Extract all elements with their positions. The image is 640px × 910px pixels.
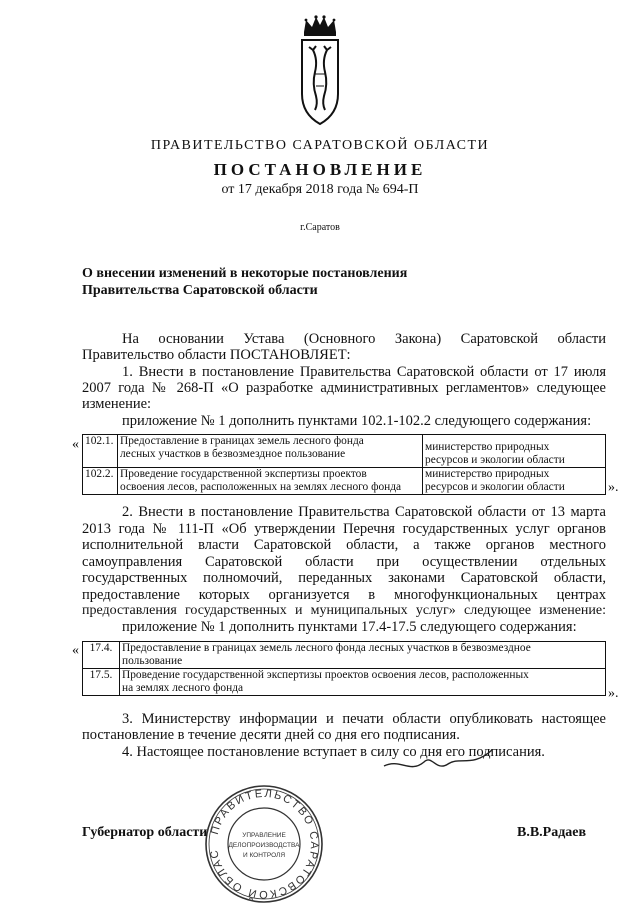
paragraph-1-line-2: 2007 года № 268-П «О разработке административных регламентов» следующее [82, 380, 606, 396]
table-row [83, 435, 606, 468]
paragraph-2-line-6: предоставление которых организуется в многофункциональных центрах [82, 587, 606, 603]
preamble-line-1: На основании Устава (Основного Закона) Саратовской области [122, 331, 606, 347]
paragraph-2-line-3: исполнительной власти Саратовской области, а также органов местного [82, 537, 606, 553]
table-cell-text: освоения лесов, расположенных на землях лесного фонда [120, 481, 402, 493]
document-title: ПОСТАНОВЛЕНИЕ [213, 160, 427, 179]
paragraph-2-line-4: самоуправления Саратовской области при осуществлении отдельных [82, 554, 606, 570]
table-cell-num: 102.2. [83, 468, 118, 495]
table-cell-num: 17.5. [83, 669, 120, 696]
table-cell-service [118, 468, 423, 495]
table-cell-text: Предоставление в границах земель лесного фонда лесных участков в безвозмездное [122, 642, 531, 654]
paragraph-1-line-3: изменение: [82, 396, 152, 412]
table-cell-service [118, 435, 423, 468]
table-row [83, 642, 606, 669]
table-2-close-quote: ». [608, 686, 619, 701]
paragraph-3-line-1: 3. Министерству информации и печати области опубликовать настоящее [122, 711, 606, 727]
date-number: от 17 декабря 2018 года № 694-П [221, 182, 419, 197]
official-seal [203, 783, 325, 910]
table-row [83, 468, 606, 495]
government-name: ПРАВИТЕЛЬСТВО САРАТОВСКОЙ ОБЛАСТИ [150, 138, 490, 153]
table-cell-org [423, 468, 606, 495]
table-cell-text: пользование [122, 655, 183, 667]
table-cell-text: на землях лесного фонда [122, 682, 244, 694]
paragraph-4-line-1: 4. Настоящее постановление вступает в силу со дня его подписания. [122, 744, 545, 760]
table-cell-num: 17.4. [83, 642, 120, 669]
paragraph-2-line-8: приложение № 1 дополнить пунктами 17.4-17.5 следующего содержания: [122, 619, 577, 635]
handwritten-signature [380, 738, 500, 783]
table-cell-service [120, 642, 606, 669]
table-cell-service [120, 669, 606, 696]
seal-ring-text: ПРАВИТЕЛЬСТВО САРАТОВСКОЙ ОБЛАС [208, 787, 321, 901]
preamble-line-2: Правительство области ПОСТАНОВЛЯЕТ: [82, 347, 351, 363]
table-cell-text: Предоставление в границах земель лесного фонда [120, 435, 364, 447]
city: г.Саратов [300, 222, 340, 233]
table-cell-text: лесных участков в безвозмездное пользование [120, 448, 346, 460]
paragraph-1-line-1: 1. Внести в постановление Правительства Саратовской области от 17 июля [122, 364, 606, 380]
paragraph-2-line-7: предоставления государственных и муниципальных услуг» следующее изменение: [82, 603, 606, 618]
table-cell-num: 102.1. [83, 435, 118, 468]
paragraph-2-line-5: государственных полномочий, переданных законами Саратовской области, [82, 570, 606, 586]
table-cell-text: ресурсов и экологии области [425, 481, 565, 493]
table-cell-org [423, 435, 606, 468]
seal-center-line-2: ДЕЛОПРОИЗВОДСТВА [228, 842, 300, 849]
table-2 [82, 641, 606, 696]
subject-line-1: О внесении изменений в некоторые постановления [82, 266, 408, 281]
table-1-close-quote: ». [608, 480, 619, 495]
table-1 [82, 434, 606, 495]
signature-position: Губернатор области [82, 825, 208, 840]
paragraph-2-line-2: 2013 года № 111-П «Об утверждении Перечня государственных услуг органов [82, 521, 606, 537]
signature-name: В.В.Радаев [517, 825, 587, 840]
table-cell-text: министерство природных [425, 468, 550, 480]
table-cell-text: министерство природных [425, 441, 550, 453]
table-cell-text: Проведение государственной экспертизы проектов [120, 468, 367, 480]
table-row [83, 669, 606, 696]
paragraph-2-line-1: 2. Внести в постановление Правительства Саратовской области от 13 марта [122, 504, 606, 520]
table-1-open-quote: « [72, 437, 79, 452]
seal-center-line-3: И КОНТРОЛЯ [242, 852, 286, 859]
seal-center-line-1: УПРАВЛЕНИЕ [242, 832, 286, 839]
paragraph-1-line-4: приложение № 1 дополнить пунктами 102.1-102.2 следующего содержания: [122, 413, 592, 429]
subject-line-2: Правительства Саратовской области [82, 283, 318, 298]
paragraph-3-line-2: постановление в течение десяти дней со дня его подписания. [82, 727, 460, 743]
coat-of-arms [296, 14, 344, 131]
table-cell-text: Проведение государственной экспертизы проектов освоения лесов, расположенных [122, 669, 529, 681]
table-cell-text: ресурсов и экологии области [425, 454, 565, 466]
table-2-open-quote: « [72, 643, 79, 658]
